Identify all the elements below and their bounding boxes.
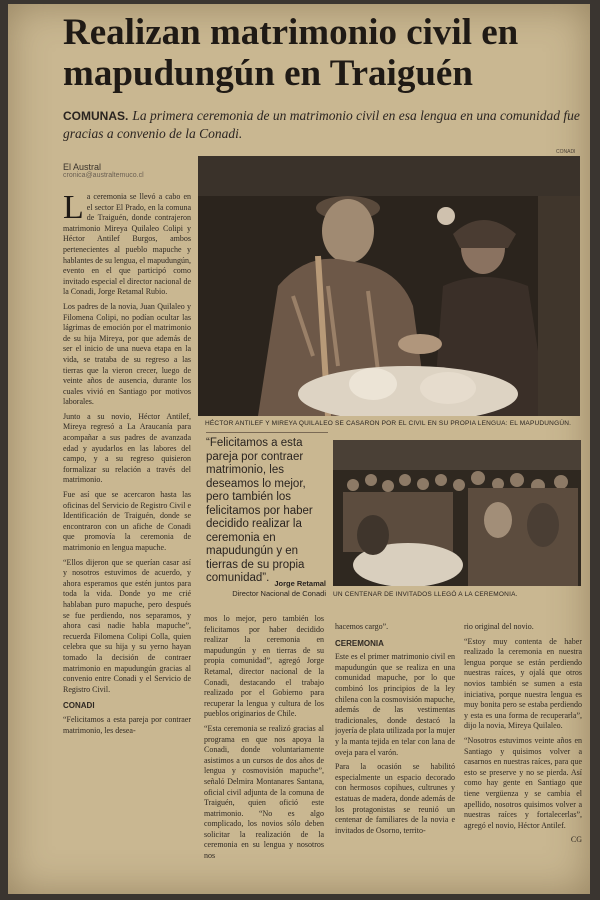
drop-cap: L — [63, 192, 84, 226]
paragraph: Fue así que se acercaron hasta las oficinas del Servicio de Registro Civil e Identificación de Traiguén, donde se encontraron con un afiche de Conadi que promovía la ceremonia de matrimonio en lengua mapuche. — [63, 490, 191, 552]
paragraph: rio original del novio. — [464, 622, 534, 631]
article-column-1 — [63, 192, 191, 882]
guests-image — [333, 440, 581, 586]
paragraph: “Estoy muy contenta de haber realizado la ceremonia en nuestra lengua porque se están perdiendo nuestras raíces, y ojalá que otros novios también se sumen a esta iniciativa, porque nuestra lengua es muy bonita pero se estaba perdiendo y esta es una forma de recuperarla”, dijo la novia, Mireya Quilaleo. — [464, 636, 582, 731]
paragraph: Junto a su novio, Héctor Antilef, Mireya regresó a La Araucanía para acompañar a sus padres de avanzada edad y ayudarlos en las labores del campo, y a su regreso quisieron formalizar su relación a través del matrimonio. — [63, 411, 191, 485]
photo-caption-2: UN CENTENAR DE INVITADOS LLEGÓ A LA CEREMONIA. — [333, 591, 518, 598]
paragraph: “Esta ceremonia se realizó gracias al programa en que nos apoya la Conadi, donde voluntariamente asistimos a un cursos de dos años de lengua y cosmovisión mapuche”, señaló Delmira Montanares Santana, oficial civil adjunta de la comuna de Traiguén, quien ofició este matrimonio. “No es algo complicado, los novios sólo deben solicitar la realización de la ceremonia en su lengua y nosotros nos — [204, 723, 324, 861]
pull-quote: “Felicitamos a esta pareja por contraer matrimonio, les deseamos lo mejor, pero también los felicitamos por haber decidido realizar la ceremonia en mapudungún y en tierras de su propia comunidad”. — [206, 437, 313, 584]
lede: La primera ceremonia de un matrimonio civil en esa lengua en una comunidad fue gracias a convenio de la Conadi. — [63, 108, 580, 141]
paragraph: Los padres de la novia, Juan Quilaleo y Filomena Colipi, no podían ocultar las lágrimas de emoción por el matrimonio de su hija Mireya, por que además de ser el inicio de una nueva etapa en la vida, se trataba de su regreso a las tierras que la vieron crecer, luego de veinte años de ausencia, durante los cuales vivió en Santiago por motivos laborales. — [63, 301, 191, 407]
photo-credit: CONADI — [556, 149, 576, 155]
quote-divider — [206, 432, 328, 433]
byline-author: El Austral — [63, 162, 102, 172]
headline: Realizan matrimonio civil en mapudungún en Traiguén — [63, 12, 519, 94]
article-column-3 — [335, 622, 455, 884]
newspaper-page — [8, 4, 590, 894]
end-mark: CG — [570, 835, 582, 845]
paragraph: “Ellos dijeron que se querían casar así y nosotros estuvimos de acuerdo, y ahora esperamos que estén juntos para toda la vida. Donde yo me crié hablaban puro mapuche, pero después se fue perdiendo, nos separamos, y ahora casi nadie habla mapuche”, recuerda Filomena Colipi Colla, quien celebra que su hija y su yerno hayan tomado la decisión de contraer matrimonio en mapudungún gracias al convenio entre Conadi y el Servicio de Registro Civil. — [63, 557, 191, 694]
photo-caption-1: HÉCTOR ANTILEF Y MIREYA QUILALEO SE CASARON POR EL CIVIL EN SU PROPIA LENGUA: EL MAPUDUNGÚN. — [205, 420, 572, 427]
paragraph: Este es el primer matrimonio civil en mapudungún que se realiza en una comunidad mapuche, por lo que combinó los principios de la ley chilena con la cosmovisión mapuche, además de las vestimentas tradicionales, donde destacó la joyería de plata utilizada por la mujer y la manta tejida en telar con lana de oveja para el varón. — [335, 652, 455, 757]
pull-quote-attribution — [206, 579, 326, 599]
article-column-4 — [464, 622, 582, 884]
paragraph: hacemos cargo”. — [335, 622, 389, 631]
quote-author-role: Director Nacional de Conadi — [232, 589, 326, 598]
byline — [63, 162, 144, 179]
paragraph: “Nosotros estuvimos veinte años en Santiago y quisimos volver a casarnos en nuestras raíces, para que esto se preserve y no se pierda. Así como hay gente en Santiago que tiene vergüenza y se cambia el apellido, nosotros quisimos volver a nuestras raíces y fortalecerlas”, agregó el novio, Héctor Antilef. — [464, 735, 582, 830]
subheading-ceremonia: CEREMONIA — [335, 638, 384, 648]
guests-photo — [333, 440, 581, 586]
article-column-2 — [204, 614, 324, 884]
paragraph: Para la ocasión se habilitó especialmente un espacio decorado con hermosos copihues, cultrunes y estatuas de madera, donde además de los protagonistas se reunió un centenar de familiares de la novia e invitados de Osorno, territo- — [335, 762, 455, 835]
paragraph: La ceremonia se llevó a cabo en el sector El Prado, en la comuna de Traiguén, donde contrajeron matrimonio Mireya Quilaleo Colipi y Héctor Antilef Burgos, ambos pertenecientes al pueblo mapuche y hablantes de su lengua, el mapudungún, evento en el que participó como invitado especial el director nacional de la Conadi, Jorge Retamal Rubio. — [63, 192, 191, 297]
wedding-couple-photo — [198, 156, 580, 416]
kicker — [63, 107, 583, 142]
couple-image — [198, 156, 580, 416]
subheading-conadi: CONADI — [63, 701, 95, 711]
section-label: COMUNAS. — [63, 109, 129, 123]
byline-email: cronica@australtemuco.cl — [63, 172, 144, 179]
paragraph: mos lo mejor, pero también los felicitamos por haber decidido realizar la ceremonia en mapudungún y en tierras de su propia comunidad”, agregó Jorge Retamal, director nacional de la Conadi, destacando el trabajo realizado por el Gobierno para recuperar la lengua y cultura de los pueblos originarios de Chile. — [204, 614, 324, 719]
paragraph: “Felicitamos a esta pareja por contraer matrimonio, les desea- — [63, 714, 191, 735]
quote-author-name: Jorge Retamal — [274, 579, 326, 588]
